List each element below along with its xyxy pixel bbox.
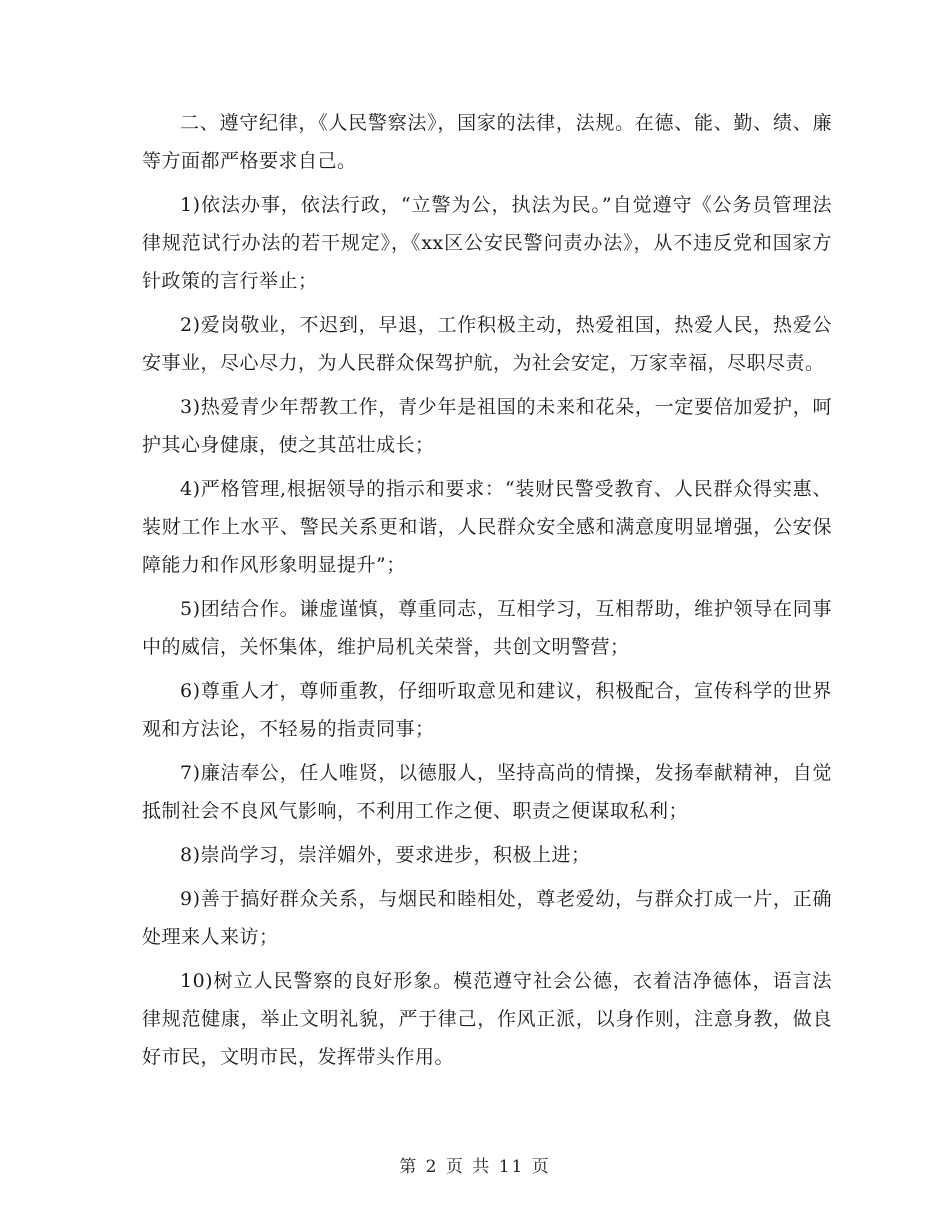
paragraph-item-2: 2)爱岗敬业，不迟到，早退，工作积极主动，热爱祖国，热爱人民，热爱公安事业，尽心尽力，为人民群众保驾护航，为社会安定，万家幸福，尽职尽责。 [142, 314, 832, 374]
document-body [142, 104, 832, 1082]
paragraph-item-9: 9)善于搞好群众关系，与烟民和睦相处，尊老爱幼，与群众打成一片，正确处理来人来访； [142, 888, 832, 948]
paragraph-item-4: 4)严格管理,根据领导的指示和要求：“装财民警受教育、人民群众得实惠、装财工作上水平、警民关系更和谐，人民群众安全感和满意度明显增强，公安保障能力和作风形象明显提升”； [142, 478, 832, 576]
paragraph-item-8: 8)崇尚学习，崇洋媚外，要求进步，积极上进； [180, 844, 591, 866]
paragraph-item-3: 3)热爱青少年帮教工作，青少年是祖国的未来和花朵，一定要倍加爱护，呵护其心身健康，使之其茁壮成长； [142, 396, 832, 456]
paragraph-item-1: 1)依法办事，依法行政，“立警为公，执法为民。”自觉遵守《公务员管理法律规范试行办法的若干规定》，《xx区公安民警问责办法》，从不违反党和国家方针政策的言行举止； [142, 194, 832, 292]
paragraph-item-10: 10)树立人民警察的良好形象。模范遵守社会公德，衣着洁净德体，语言法律规范健康，举止文明礼貌，严于律己，作风正派，以身作则，注意身教，做良好市民，文明市民，发挥带头作用。 [142, 970, 832, 1068]
paragraph-item-5: 5)团结合作。谦虚谨慎，尊重同志，互相学习，互相帮助，维护领导在同事中的威信，关怀集体，维护局机关荣誉，共创文明警营； [142, 598, 832, 658]
page-number-footer: 第 2 页 共 11 页 [399, 1157, 551, 1177]
paragraph-discipline-heading: 二、遵守纪律，《人民警察法》，国家的法律，法规。在德、能、勤、绩、廉等方面都严格要求自己。 [142, 112, 832, 172]
paragraph-item-7: 7)廉洁奉公，任人唯贤，以德服人，坚持高尚的情操，发扬奉献精神，自觉抵制社会不良风气影响，不利用工作之便、职责之便谋取私利； [142, 762, 832, 822]
paragraph-item-6: 6)尊重人才，尊师重教，仔细听取意见和建议，积极配合，宣传科学的世界观和方法论，不轻易的指责同事； [142, 680, 832, 740]
